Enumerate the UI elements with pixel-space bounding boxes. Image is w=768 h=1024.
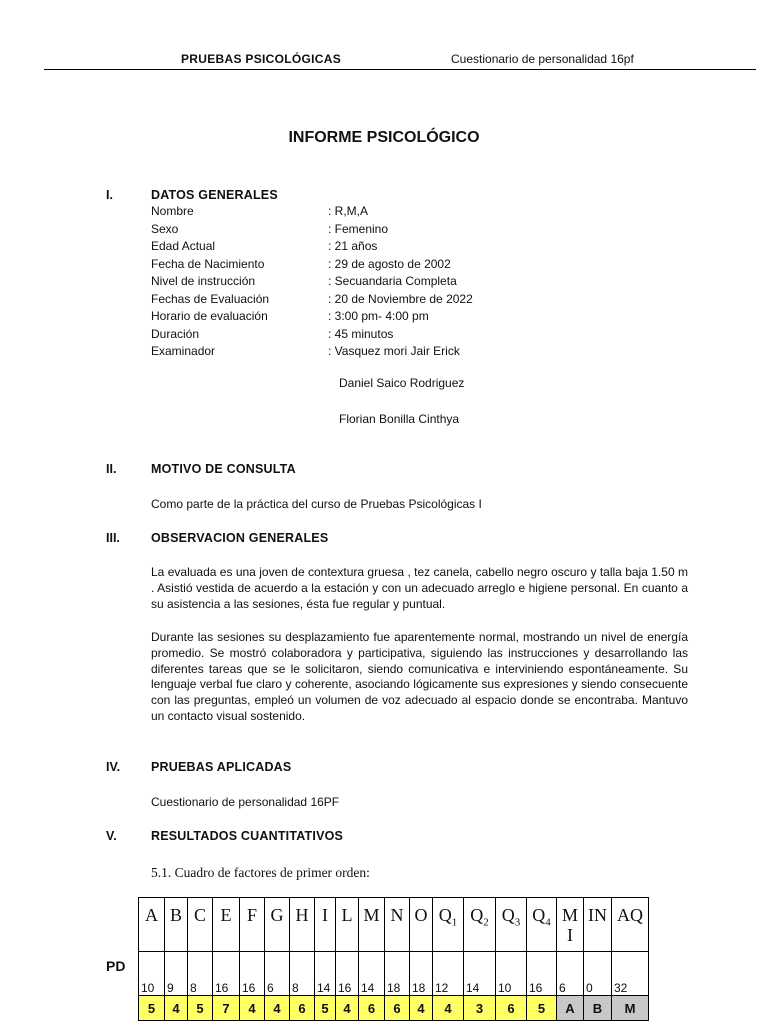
factor-header-cell: M (359, 898, 385, 952)
observacion-paragraph: Durante las sesiones su desplazamiento fue aparentemente normal, mostrando un nivel de energía promedio. Se mostró colaboradora y participativa, siguiendo las instrucciones y desarrollando las diferentes tareas que se le solicitaron, siendo comunicativa e interviniendo espontáneamente. Su lenguaje verbal fue claro y coherente, asociando lógicamente sus expresiones y siendo consecuente con las preguntas, empleó un volumen de voz adecuado al espacio donde se encontraba. Mantuvo un contacto visual sostenido. (151, 630, 688, 723)
factor-header-cell: AQ (612, 898, 649, 952)
datos-value: : 45 minutos (328, 326, 394, 341)
factor-pd-cell: 9 (165, 952, 188, 996)
datos-value: : 21 años (328, 239, 378, 253)
factors-header-row (139, 898, 649, 952)
pd-row-label: PD (106, 958, 126, 974)
factor-header-cell: $Q_2$ (464, 898, 496, 952)
section-number: IV. (106, 760, 121, 774)
header-right: Cuestionario de personalidad 16pf (451, 52, 634, 66)
section-title: MOTIVO DE CONSULTA (151, 462, 296, 476)
section-number: III. (106, 531, 120, 545)
factor-decatype-cell: M (612, 996, 649, 1021)
examinador-name: Florian Bonilla Cinthya (339, 412, 460, 426)
datos-value: : 29 de agosto de 2002 (328, 256, 451, 271)
factor-header-cell: L (336, 898, 359, 952)
factor-decatype-cell: 6 (359, 996, 385, 1021)
datos-row (151, 221, 473, 239)
factor-pd-cell: 10 (496, 952, 527, 996)
header-left: PRUEBAS PSICOLÓGICAS (181, 52, 342, 66)
datos-row (151, 308, 473, 326)
factor-pd-cell: 6 (265, 952, 290, 996)
datos-key: Fecha de Nacimiento (151, 256, 265, 271)
factor-pd-cell: 16 (240, 952, 265, 996)
section-title: DATOS GENERALES (151, 188, 278, 202)
factor-pd-cell: 8 (290, 952, 315, 996)
factor-header-cell: O (410, 898, 433, 952)
datos-key: Fechas de Evaluación (151, 291, 270, 306)
datos-value: : 3:00 pm- 4:00 pm (328, 309, 429, 323)
factor-pd-cell: 18 (385, 952, 410, 996)
factor-decatype-cell: 4 (433, 996, 464, 1021)
factor-pd-cell: 16 (213, 952, 240, 996)
section-number: I. (106, 188, 113, 202)
factor-pd-cell: 32 (612, 952, 649, 996)
factor-header-cell: A (139, 898, 165, 952)
datos-value: : Secuandaria Completa (328, 274, 457, 288)
factors-table (138, 897, 649, 1021)
section-title: PRUEBAS APLICADAS (151, 760, 292, 774)
factor-pd-cell: 14 (359, 952, 385, 996)
factor-decatype-cell: 4 (165, 996, 188, 1021)
factor-header-cell: F (240, 898, 265, 952)
factors-pd-row (139, 952, 649, 996)
pruebas-text: Cuestionario de personalidad 16PF (151, 795, 340, 809)
factor-header-cell: E (213, 898, 240, 952)
datos-key: Sexo (151, 221, 179, 236)
factor-pd-cell: 14 (315, 952, 336, 996)
factor-decatype-cell: 6 (496, 996, 527, 1021)
datos-row (151, 326, 473, 344)
factor-header-cell: I (315, 898, 336, 952)
factor-pd-cell: 16 (336, 952, 359, 996)
factor-header-cell: H (290, 898, 315, 952)
factor-decatype-cell: 5 (527, 996, 557, 1021)
header-divider (44, 69, 756, 70)
factor-pd-cell: 8 (188, 952, 213, 996)
section-number: V. (106, 829, 117, 843)
factor-header-cell: $Q_1$ (433, 898, 464, 952)
datos-key: Edad Actual (151, 239, 216, 253)
datos-key: Nivel de instrucción (151, 274, 256, 288)
motivo-text: Como parte de la práctica del curso de Pruebas Psicológicas I (151, 497, 482, 511)
datos-row (151, 256, 473, 274)
datos-value: : Vasquez mori Jair Erick (328, 344, 460, 358)
factor-header-cell: $Q_4$ (527, 898, 557, 952)
datos-key: Examinador (151, 344, 216, 358)
factor-pd-cell: 16 (527, 952, 557, 996)
observacion-paragraph: La evaluada es una joven de contextura gruesa , tez canela, cabello negro oscuro y talla baja 1.50 m . Asistió vestida de acuerdo a la estación y con un adecuado arreglo e higiene personal. En cuanto a su asistencia a las sesiones, ésta fue regular y puntual. (151, 565, 688, 611)
datos-key: Duración (151, 326, 200, 341)
datos-generales-list (151, 203, 473, 361)
datos-row (151, 273, 473, 291)
factor-decatype-cell: 5 (315, 996, 336, 1021)
factor-pd-cell: 10 (139, 952, 165, 996)
factor-header-cell: G (265, 898, 290, 952)
factor-pd-cell: 18 (410, 952, 433, 996)
factor-decatype-cell: 3 (464, 996, 496, 1021)
examinador-name: Daniel Saico Rodriguez (339, 376, 465, 390)
factor-decatype-cell: 4 (336, 996, 359, 1021)
factor-decatype-cell: 5 (139, 996, 165, 1021)
factor-pd-cell: 14 (464, 952, 496, 996)
factor-header-cell: C (188, 898, 213, 952)
factor-decatype-cell: 4 (265, 996, 290, 1021)
cuadro-title: 5.1. Cuadro de factores de primer orden: (151, 865, 370, 880)
factor-decatype-cell: 7 (213, 996, 240, 1021)
factor-header-cell: M I (557, 898, 584, 952)
factor-header-cell: $Q_3$ (496, 898, 527, 952)
section-title: OBSERVACION GENERALES (151, 531, 329, 545)
factor-header-cell: N (385, 898, 410, 952)
factor-header-cell: IN (584, 898, 612, 952)
datos-value: : 20 de Noviembre de 2022 (328, 291, 473, 306)
factor-decatype-cell: B (584, 996, 612, 1021)
factor-pd-cell: 0 (584, 952, 612, 996)
factor-decatype-cell: A (557, 996, 584, 1021)
factor-pd-cell: 12 (433, 952, 464, 996)
datos-row (151, 291, 473, 309)
factor-pd-cell: 6 (557, 952, 584, 996)
factor-decatype-cell: 5 (188, 996, 213, 1021)
datos-value: : Femenino (328, 221, 389, 236)
datos-key: Horario de evaluación (151, 309, 268, 323)
section-number: II. (106, 462, 117, 476)
factor-header-cell: B (165, 898, 188, 952)
factor-decatype-cell: 4 (410, 996, 433, 1021)
factor-decatype-cell: 4 (240, 996, 265, 1021)
factors-decatype-row (139, 996, 649, 1021)
datos-value: : R,M,A (328, 204, 369, 218)
factor-decatype-cell: 6 (385, 996, 410, 1021)
page-title: INFORME PSICOLÓGICO (288, 129, 480, 146)
datos-key: Nombre (151, 204, 194, 218)
section-title: RESULTADOS CUANTITATIVOS (151, 829, 344, 843)
datos-row (151, 238, 473, 256)
datos-row (151, 203, 473, 221)
datos-row (151, 343, 473, 361)
factor-decatype-cell: 6 (290, 996, 315, 1021)
